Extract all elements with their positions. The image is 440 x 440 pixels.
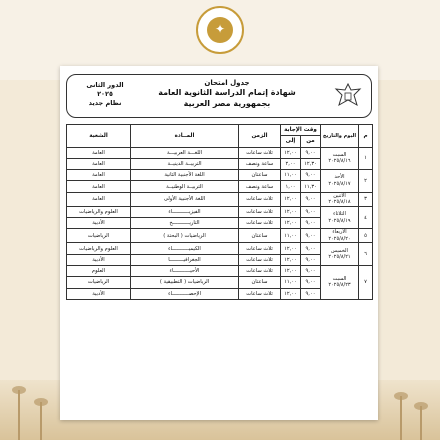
duration-cell: ثلاث ساعات <box>239 265 281 276</box>
table-row <box>67 229 373 243</box>
exam-schedule-document <box>60 66 378 420</box>
branch-cell: العامة <box>67 170 131 181</box>
end-time-cell: ١٢,٠٠ <box>281 254 301 265</box>
subject-cell: الرياضيات ( البحتة ) <box>131 229 239 243</box>
day-name: الخميس <box>331 247 348 254</box>
exam-date: ٢٠٢٥/٨/١٩ <box>328 217 351 224</box>
end-time-cell: ١١,٠٠ <box>281 277 301 288</box>
day-date-cell <box>321 265 359 299</box>
table-row <box>67 170 373 181</box>
start-time-cell: ٩,٠٠ <box>301 206 321 217</box>
start-time-cell: ٩,٠٠ <box>301 147 321 158</box>
duration-cell: ساعتان <box>239 170 281 181</box>
palm-leaves-decoration <box>394 392 408 400</box>
end-time-cell: ١٢,٠٠ <box>281 147 301 158</box>
duration-cell: ساعة ونصف <box>239 158 281 169</box>
start-time-cell: ٩,٠٠ <box>301 277 321 288</box>
day-number-cell: ٧ <box>359 265 373 299</box>
day-name: السبت <box>332 151 347 158</box>
exam-date: ٢٠٢٥/٨/١٦ <box>328 158 351 165</box>
exam-schedule-table <box>66 124 373 300</box>
exam-round-label: الدور الثانى <box>86 81 124 89</box>
exam-date: ٢٠٢٥/٨/١٧ <box>328 180 351 187</box>
day-date-cell <box>321 147 359 170</box>
duration-cell: ثلاث ساعات <box>239 254 281 265</box>
branch-cell: الأدبية <box>67 288 131 299</box>
table-row <box>67 206 373 217</box>
start-time-cell: ٩,٠٠ <box>301 265 321 276</box>
day-name: السبت <box>332 275 347 282</box>
exam-date: ٢٠٢٥/٨/٢٠ <box>328 235 351 242</box>
end-time-cell: ١٢,٠٠ <box>281 243 301 254</box>
start-time-cell: ١١,٣٠ <box>301 181 321 192</box>
end-time-cell: ١٢,٠٠ <box>281 192 301 206</box>
day-date-cell <box>321 192 359 206</box>
day-date-cell <box>321 243 359 266</box>
subject-cell: اللغـــة العربيـــة <box>131 147 239 158</box>
duration-cell: ثلاث ساعات <box>239 192 281 206</box>
exam-date: ٢٠٢٥/٨/٢٣ <box>328 282 351 289</box>
column-header-answer-time: وقت الإجابة <box>281 125 321 136</box>
column-header-day-date: اليوم والتاريخ <box>321 125 359 148</box>
column-header-duration: الزمن <box>239 125 281 148</box>
start-time-cell: ٩,٠٠ <box>301 243 321 254</box>
branch-cell: الأدبية <box>67 218 131 229</box>
end-time-cell: ١٢,٠٠ <box>281 288 301 299</box>
branch-cell: العامة <box>67 147 131 158</box>
exam-date: ٢٠٢٥/٨/٢١ <box>328 254 351 261</box>
duration-cell: ساعة ونصف <box>239 181 281 192</box>
table-row <box>67 147 373 158</box>
branch-cell: الرياضيات <box>67 277 131 288</box>
end-time-cell: ١١,٠٠ <box>281 170 301 181</box>
document-title-line-2: شهادة إتمام الدراسة الثانوية العامة <box>158 88 296 97</box>
column-header-from: من <box>301 136 321 147</box>
eagle-emblem-icon <box>333 81 363 111</box>
start-time-cell: ٩,٠٠ <box>301 254 321 265</box>
branch-cell: الأدبية <box>67 254 131 265</box>
end-time-cell: ٢,٠٠ <box>281 158 301 169</box>
start-time-cell: ٩,٠٠ <box>301 192 321 206</box>
day-name: الأحد <box>334 174 345 181</box>
duration-cell: ثلاث ساعات <box>239 147 281 158</box>
duration-cell: ساعتان <box>239 277 281 288</box>
subject-cell: التربيــة الوطنيــة <box>131 181 239 192</box>
palm-tree-decoration <box>400 396 402 440</box>
subject-cell: الفيزيـــــــــــاء <box>131 206 239 217</box>
document-title-line-1: جدول امتحان <box>204 79 250 87</box>
start-time-cell: ٩,٠٠ <box>301 170 321 181</box>
branch-cell: العلوم <box>67 265 131 276</box>
palm-tree-decoration <box>420 406 422 440</box>
end-time-cell: ١,٠٠ <box>281 181 301 192</box>
document-header <box>66 74 372 118</box>
column-header-branch: الشعبة <box>67 125 131 148</box>
palm-tree-decoration <box>18 390 20 440</box>
day-date-cell <box>321 170 359 193</box>
end-time-cell: ١٢,٠٠ <box>281 206 301 217</box>
branch-cell: الرياضيات <box>67 229 131 243</box>
table-row <box>67 265 373 276</box>
day-number-cell: ٤ <box>359 206 373 229</box>
branch-cell: العامة <box>67 181 131 192</box>
subject-cell: الكيميـــــــــــاء <box>131 243 239 254</box>
palm-tree-decoration <box>40 402 42 440</box>
subject-cell: الأحيـــــــــــاء <box>131 265 239 276</box>
subject-cell: الرياضيات ( التطبيقية ) <box>131 277 239 288</box>
duration-cell: ساعتان <box>239 229 281 243</box>
column-header-subject: المــادة <box>131 125 239 148</box>
start-time-cell: ٩,٠٠ <box>301 288 321 299</box>
start-time-cell: ٩,٠٠ <box>301 229 321 243</box>
day-number-cell: ٥ <box>359 229 373 243</box>
branch-cell: العلوم والرياضيات <box>67 243 131 254</box>
exam-year-label: ٢٠٢٥ <box>97 90 113 98</box>
day-date-cell <box>321 206 359 229</box>
day-date-cell <box>321 229 359 243</box>
day-number-cell: ٢ <box>359 170 373 193</box>
duration-cell: ثلاث ساعات <box>239 288 281 299</box>
subject-cell: اللغة الأجنبية الثانية <box>131 170 239 181</box>
day-number-cell: ٣ <box>359 192 373 206</box>
day-name: الاثنين <box>333 192 346 199</box>
duration-cell: ثلاث ساعات <box>239 218 281 229</box>
column-header-to: إلى <box>281 136 301 147</box>
subject-cell: التاريـــــــــــخ <box>131 218 239 229</box>
branch-cell: العلوم والرياضيات <box>67 206 131 217</box>
subject-cell: الجغرافيـــــــــا <box>131 254 239 265</box>
day-name: الثلاثاء <box>333 211 346 218</box>
end-time-cell: ١٢,٠٠ <box>281 265 301 276</box>
end-time-cell: ١١,٠٠ <box>281 229 301 243</box>
eagle-icon: ✦ <box>214 22 226 36</box>
palm-leaves-decoration <box>12 386 26 394</box>
subject-cell: الإحصـــــــــــاء <box>131 288 239 299</box>
duration-cell: ثلاث ساعات <box>239 206 281 217</box>
branch-cell: العامة <box>67 158 131 169</box>
end-time-cell: ١٢,٠٠ <box>281 218 301 229</box>
palm-leaves-decoration <box>34 398 48 406</box>
table-row <box>67 243 373 254</box>
day-name: الأربعاء <box>332 229 347 236</box>
exam-system-label: نظام جديد <box>88 99 122 107</box>
subject-cell: التربيــة الدينيــة <box>131 158 239 169</box>
table-row <box>67 192 373 206</box>
start-time-cell: ١٢,٣٠ <box>301 158 321 169</box>
ministry-logo <box>196 6 244 54</box>
subject-cell: اللغة الأجنبية الأولى <box>131 192 239 206</box>
column-header-number: م <box>359 125 373 148</box>
day-number-cell: ٦ <box>359 243 373 266</box>
day-number-cell: ١ <box>359 147 373 170</box>
branch-cell: العامة <box>67 192 131 206</box>
schedule-body <box>67 147 373 299</box>
start-time-cell: ٩,٠٠ <box>301 218 321 229</box>
exam-date: ٢٠٢٥/٨/١٨ <box>328 199 351 206</box>
duration-cell: ثلاث ساعات <box>239 243 281 254</box>
palm-leaves-decoration <box>414 402 428 410</box>
document-title-line-3: بجمهورية مصر العربية <box>183 99 271 108</box>
